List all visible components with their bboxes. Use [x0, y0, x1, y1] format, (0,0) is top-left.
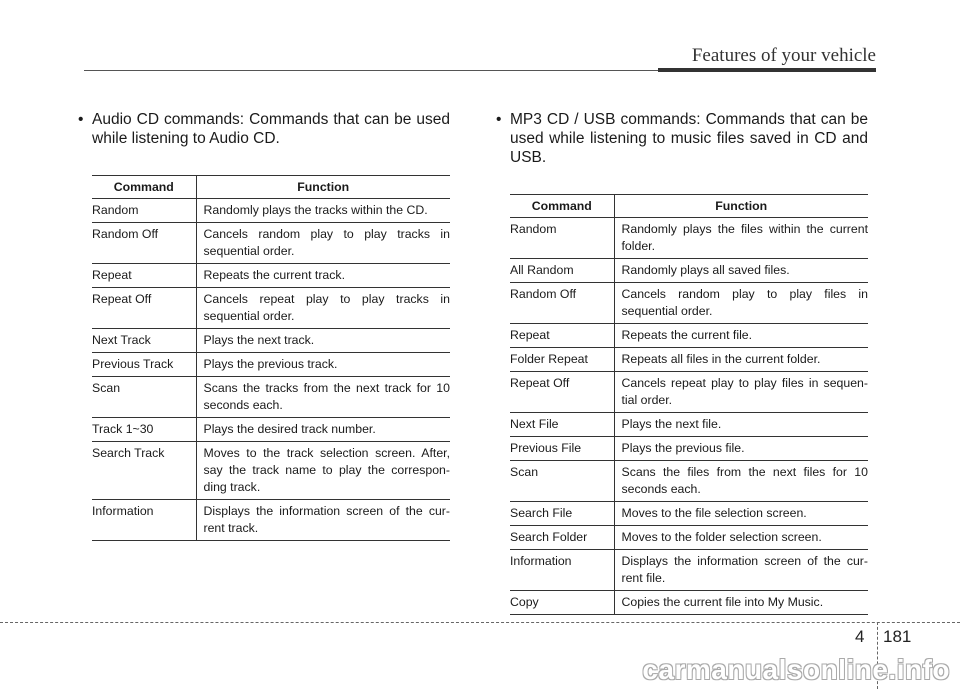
function-cell: Randomly plays the files within the current folder. [614, 218, 868, 259]
table-header-row [510, 195, 868, 218]
function-cell: Moves to the track selection screen. After, say the track name to play the correspon-ding track. [196, 442, 450, 500]
function-cell: Plays the previous track. [196, 353, 450, 377]
command-cell: Random Off [92, 223, 196, 264]
mp3-usb-command-table [510, 194, 868, 615]
mp3-usb-intro: • MP3 CD / USB commands: Commands that can be used while listening to music files saved in CD and USB. [496, 111, 868, 166]
command-cell: Scan [92, 377, 196, 418]
column-header-command: Command [92, 176, 196, 199]
command-cell: Repeat [92, 264, 196, 288]
command-cell: Information [510, 550, 614, 591]
table-row [510, 502, 868, 526]
function-cell: Cancels repeat play to play tracks in sequential order. [196, 288, 450, 329]
mp3-usb-command-rows [510, 218, 868, 615]
table-row [92, 264, 450, 288]
table-row [92, 442, 450, 500]
bullet-dot-icon: • [496, 111, 502, 128]
table-row [510, 372, 868, 413]
command-cell: Next File [510, 413, 614, 437]
table-row [92, 418, 450, 442]
table-row [510, 437, 868, 461]
table-row [92, 353, 450, 377]
table-row [510, 348, 868, 372]
bullet-dot-icon: • [78, 111, 84, 128]
watermark: carmanualsonline.info [642, 654, 950, 685]
chapter-number: 4 [855, 627, 865, 646]
table-row [92, 199, 450, 223]
function-cell: Repeats the current track. [196, 264, 450, 288]
command-cell: Folder Repeat [510, 348, 614, 372]
audio-cd-intro: • Audio CD commands: Commands that can be used while listening to Audio CD. [78, 111, 450, 147]
function-cell: Repeats the current file. [614, 324, 868, 348]
command-cell: Track 1~30 [92, 418, 196, 442]
function-cell: Copies the current file into My Music. [614, 591, 868, 615]
column-header-command: Command [510, 195, 614, 218]
table-header-row [92, 176, 450, 199]
function-cell: Moves to the file selection screen. [614, 502, 868, 526]
table-row [92, 329, 450, 353]
page-header-title: Features of your vehicle [691, 45, 876, 66]
function-cell: Repeats all files in the current folder. [614, 348, 868, 372]
command-cell: Random [92, 199, 196, 223]
command-cell: Copy [510, 591, 614, 615]
column-header-function: Function [196, 176, 450, 199]
function-cell: Randomly plays the tracks within the CD. [196, 199, 450, 223]
command-cell: Repeat Off [92, 288, 196, 329]
command-cell: Random [510, 218, 614, 259]
function-cell: Plays the next file. [614, 413, 868, 437]
table-row [92, 288, 450, 329]
function-cell: Plays the next track. [196, 329, 450, 353]
command-cell: Search Folder [510, 526, 614, 550]
function-cell: Plays the previous file. [614, 437, 868, 461]
command-cell: All Random [510, 259, 614, 283]
command-cell: Search Track [92, 442, 196, 500]
function-cell: Cancels random play to play tracks in sequential order. [196, 223, 450, 264]
table-row [510, 550, 868, 591]
table-row [510, 324, 868, 348]
right-column [496, 110, 868, 615]
command-cell: Repeat [510, 324, 614, 348]
function-cell: Scans the tracks from the next track for 10 seconds each. [196, 377, 450, 418]
command-cell: Search File [510, 502, 614, 526]
table-row [510, 259, 868, 283]
command-cell: Information [92, 500, 196, 541]
table-row [510, 591, 868, 615]
function-cell: Displays the information screen of the cur-rent file. [614, 550, 868, 591]
header-rule-accent [658, 68, 876, 72]
function-cell: Cancels repeat play to play files in sequen-tial order. [614, 372, 868, 413]
command-cell: Scan [510, 461, 614, 502]
left-column [78, 110, 450, 541]
table-row [510, 218, 868, 259]
function-cell: Cancels random play to play files in sequential order. [614, 283, 868, 324]
footer-rule [0, 622, 960, 623]
function-cell: Displays the information screen of the cur-rent track. [196, 500, 450, 541]
command-cell: Next Track [92, 329, 196, 353]
audio-cd-command-rows [92, 199, 450, 541]
command-cell: Previous Track [92, 353, 196, 377]
table-row [92, 377, 450, 418]
command-cell: Random Off [510, 283, 614, 324]
page-number: 181 [883, 627, 912, 646]
function-cell: Scans the files from the next files for 10 seconds each. [614, 461, 868, 502]
audio-cd-command-table [92, 175, 450, 541]
command-cell: Previous File [510, 437, 614, 461]
table-row [92, 500, 450, 541]
command-cell: Repeat Off [510, 372, 614, 413]
table-row [510, 526, 868, 550]
function-cell: Randomly plays all saved files. [614, 259, 868, 283]
table-row [510, 413, 868, 437]
function-cell: Plays the desired track number. [196, 418, 450, 442]
table-row [92, 223, 450, 264]
function-cell: Moves to the folder selection screen. [614, 526, 868, 550]
table-row [510, 283, 868, 324]
table-row [510, 461, 868, 502]
column-header-function: Function [614, 195, 868, 218]
